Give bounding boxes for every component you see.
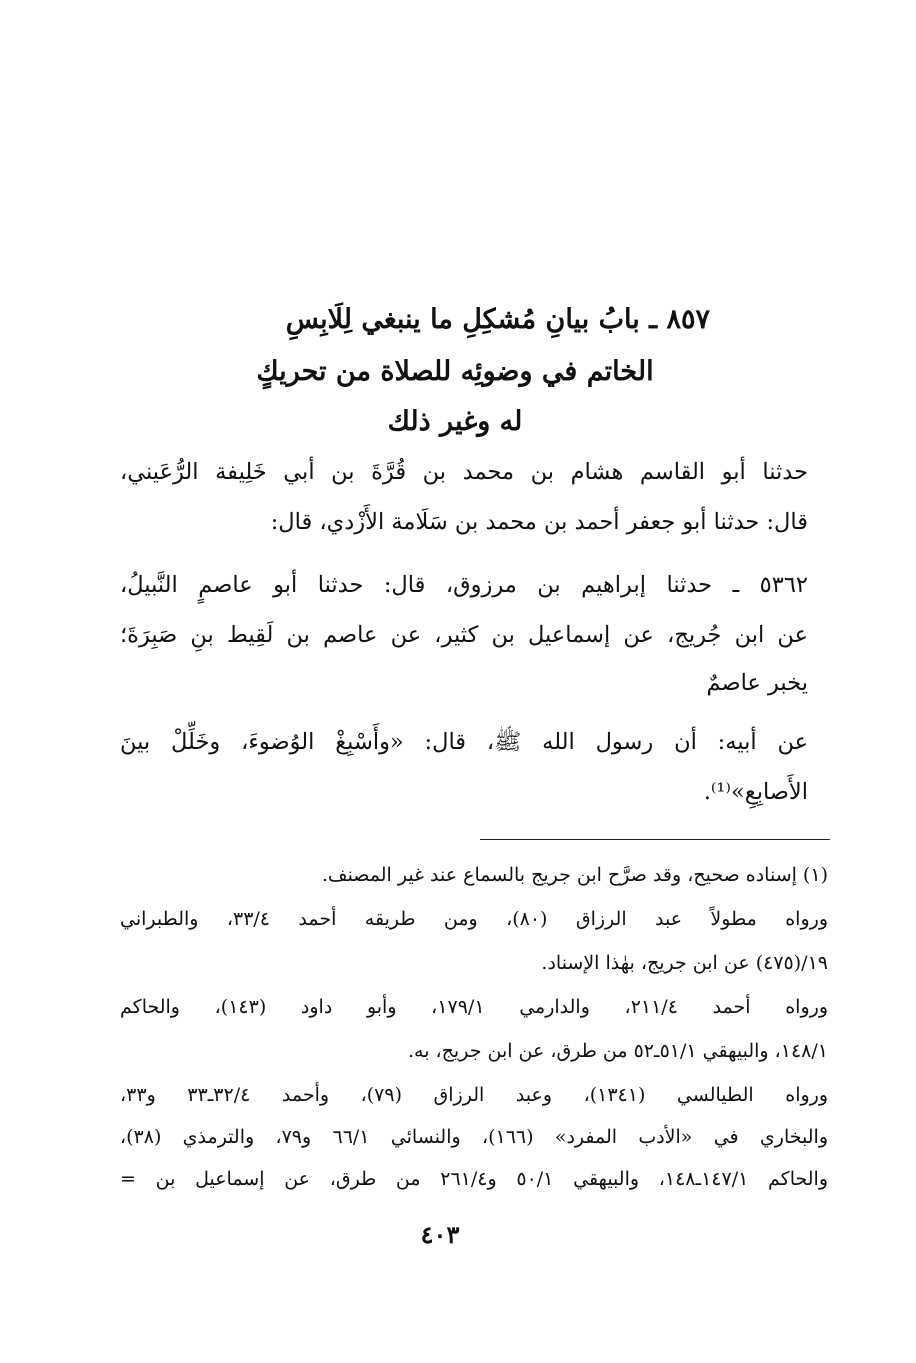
- hadith-line-3: يخبر عاصمٌ: [706, 670, 808, 696]
- footnote-line-2: ورواه مطولاً عبد الرزاق (٨٠)، ومن طريقه أحمد ٣٣/٤، والطبراني: [120, 908, 828, 930]
- hadith-line-5: الأَصابِعِ»⁽¹⁾.: [703, 779, 808, 805]
- footnote-line-8: والحاكم ١٤٧/١ـ١٤٨، والبيهقي ٥٠/١ و٢٦١/٤ من طرق، عن إسماعيل بن =: [120, 1168, 829, 1190]
- footnote-line-6: ورواه الطيالسي (١٣٤١)، وعبد الرزاق (٧٩)، وأحمد ٣٢/٤ـ٣٣ و٣٣،: [120, 1084, 828, 1106]
- footnote-separator: [480, 839, 830, 840]
- footnote-line-5: ١٤٨/١، والبيهقي ٥١/١ـ٥٢ من طرق، عن ابن جريج، به.: [407, 1040, 828, 1062]
- footnote-line-7: والبخاري في «الأدب المفرد» (١٦٦)، والنسائي ٦٦/١ و٧٩، والترمذي (٣٨)،: [120, 1126, 829, 1148]
- footnote-line-1: (١) إسناده صحيح، وقد صرَّح ابن جريج بالسماع عند غير المصنف.: [321, 864, 828, 886]
- hadith-line-4: عن أبيه: أن رسول الله ﷺ، قال: «وأَسْبِغْ الوُضوءَ، وخَلِّلْ بينَ: [120, 729, 808, 755]
- chapter-title-line-2: الخاتم في وضوئِه للصلاة من تحريكٍ: [256, 356, 654, 387]
- isnad-line-2: قال: حدثنا أبو جعفر أحمد بن محمد بن سَلَامة الأَزْدي، قال:: [270, 509, 808, 535]
- hadith-line-2: عن ابن جُريج، عن إسماعيل بن كثير، عن عاصم بن لَقِيط بنِ صَبِرَةَ؛: [120, 622, 808, 648]
- page-number: ٤٠٣: [420, 1220, 460, 1249]
- hadith-line-1: ٥٣٦٢ ـ حدثنا إبراهيم بن مرزوق، قال: حدثنا أبو عاصمٍ النَّبيلُ،: [120, 572, 808, 598]
- chapter-title-line-3: له وغير ذلك: [387, 406, 523, 437]
- isnad-line-1: حدثنا أبو القاسم هشام بن محمد بن قُرَّةَ بن أبي خَلِيفة الرُّعَيني،: [120, 459, 808, 485]
- footnote-line-3: ١٩/(٤٧٥) عن ابن جريج، بهٰذا الإسناد.: [541, 952, 828, 974]
- footnote-line-4: ورواه أحمد ٢١١/٤، والدارمي ١٧٩/١، وأبو داود (١٤٣)، والحاكم: [120, 996, 828, 1018]
- chapter-title-line-1: ٨٥٧ ـ بابُ بيانِ مُشكِلِ ما ينبغي لِلَابِسِ: [285, 304, 710, 335]
